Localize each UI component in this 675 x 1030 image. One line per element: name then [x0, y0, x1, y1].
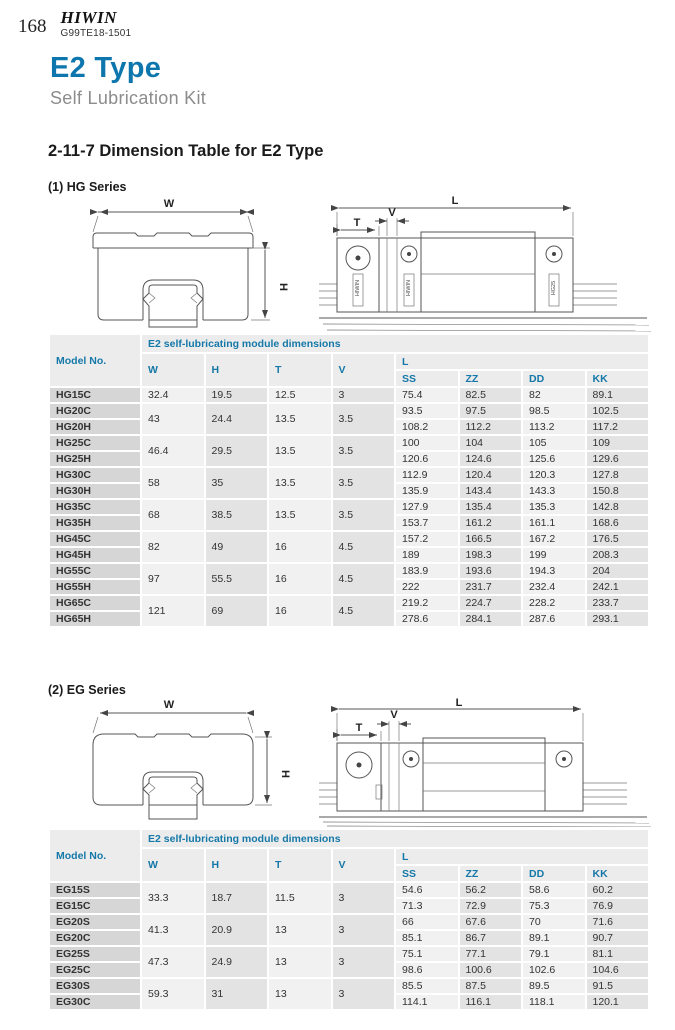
l-dim-cell: 231.7 [459, 579, 523, 595]
l-dim-cell: 89.1 [586, 387, 650, 403]
col-header-t: T [268, 353, 332, 387]
whtv-dim-cell: 58 [141, 467, 205, 499]
l-dim-cell: 114.1 [395, 994, 459, 1010]
model-no-cell: HG45C [49, 531, 141, 547]
l-dim-cell: 278.6 [395, 611, 459, 627]
col-header-zz: ZZ [459, 370, 523, 387]
l-dim-cell: 85.1 [395, 930, 459, 946]
whtv-dim-cell: 55.5 [205, 563, 269, 595]
l-dim-cell: 56.2 [459, 882, 523, 898]
l-dim-cell: 82 [522, 387, 586, 403]
l-dim-cell: 113.2 [522, 419, 586, 435]
eg-series-label: (2) EG Series [48, 683, 126, 697]
whtv-dim-cell: 3 [332, 978, 396, 1010]
model-no-cell: HG55H [49, 579, 141, 595]
whtv-dim-cell: 3 [332, 946, 396, 978]
l-dim-cell: 75.4 [395, 387, 459, 403]
table-row [49, 882, 649, 898]
whtv-dim-cell: 24.4 [205, 403, 269, 435]
l-dim-cell: 233.7 [586, 595, 650, 611]
model-no-cell: HG30C [49, 467, 141, 483]
whtv-dim-cell: 121 [141, 595, 205, 627]
whtv-dim-cell: 13.5 [268, 467, 332, 499]
table-row [49, 914, 649, 930]
l-dim-cell: 100 [395, 435, 459, 451]
whtv-dim-cell: 4.5 [332, 595, 396, 627]
whtv-dim-cell: 16 [268, 531, 332, 563]
dim-label-w: W [163, 198, 175, 210]
whtv-dim-cell: 41.3 [141, 914, 205, 946]
table-row [49, 595, 649, 611]
model-no-cell: HG65C [49, 595, 141, 611]
l-dim-cell: 66 [395, 914, 459, 930]
model-no-cell: EG30C [49, 994, 141, 1010]
whtv-dim-cell: 13 [268, 946, 332, 978]
l-dim-cell: 79.1 [522, 946, 586, 962]
col-header-kk: KK [586, 865, 650, 882]
whtv-dim-cell: 13 [268, 914, 332, 946]
l-dim-cell: 86.7 [459, 930, 523, 946]
l-dim-cell: 125.6 [522, 451, 586, 467]
l-dim-cell: 167.2 [522, 531, 586, 547]
l-dim-cell: 198.3 [459, 547, 523, 563]
whtv-dim-cell: 24.9 [205, 946, 269, 978]
l-dim-cell: 71.3 [395, 898, 459, 914]
l-dim-cell: 193.6 [459, 563, 523, 579]
col-header-zz: ZZ [459, 865, 523, 882]
col-header-v: V [332, 848, 396, 882]
page-header [18, 8, 131, 39]
whtv-dim-cell: 13 [268, 978, 332, 1010]
l-dim-cell: 168.6 [586, 515, 650, 531]
l-dim-cell: 284.1 [459, 611, 523, 627]
l-dim-cell: 112.9 [395, 467, 459, 483]
l-dim-cell: 242.1 [586, 579, 650, 595]
col-header-dd: DD [522, 865, 586, 882]
dim-label-t: T [355, 722, 363, 734]
whtv-dim-cell: 3.5 [332, 467, 396, 499]
l-dim-cell: 100.6 [459, 962, 523, 978]
col-header-model: Model No. [49, 334, 141, 387]
l-dim-cell: 76.9 [586, 898, 650, 914]
whtv-dim-cell: 31 [205, 978, 269, 1010]
whtv-dim-cell: 68 [141, 499, 205, 531]
col-header-dd: DD [522, 370, 586, 387]
hg-diagrams [52, 194, 652, 332]
col-header-t: T [268, 848, 332, 882]
whtv-dim-cell: 32.4 [141, 387, 205, 403]
l-dim-cell: 166.5 [459, 531, 523, 547]
whtv-dim-cell: 20.9 [205, 914, 269, 946]
col-header-v: V [332, 353, 396, 387]
l-dim-cell: 208.3 [586, 547, 650, 563]
l-dim-cell: 116.1 [459, 994, 523, 1010]
table-row [49, 946, 649, 962]
l-dim-cell: 60.2 [586, 882, 650, 898]
document-code: G99TE18-1501 [60, 28, 132, 39]
table-row [49, 387, 649, 403]
l-dim-cell: 54.6 [395, 882, 459, 898]
whtv-dim-cell: 38.5 [205, 499, 269, 531]
whtv-dim-cell: 4.5 [332, 531, 396, 563]
l-dim-cell: 97.5 [459, 403, 523, 419]
l-dim-cell: 183.9 [395, 563, 459, 579]
whtv-dim-cell: 46.4 [141, 435, 205, 467]
model-no-cell: HG35H [49, 515, 141, 531]
whtv-dim-cell: 16 [268, 563, 332, 595]
l-dim-cell: 93.5 [395, 403, 459, 419]
col-header-group: E2 self-lubricating module dimensions [141, 829, 649, 848]
l-dim-cell: 90.7 [586, 930, 650, 946]
l-dim-cell: 71.6 [586, 914, 650, 930]
table-row [49, 467, 649, 483]
l-dim-cell: 222 [395, 579, 459, 595]
model-no-cell: EG20S [49, 914, 141, 930]
model-no-cell: HG65H [49, 611, 141, 627]
block-label-hg25: HG25 [551, 280, 557, 296]
l-dim-cell: 72.9 [459, 898, 523, 914]
l-dim-cell: 87.5 [459, 978, 523, 994]
l-dim-cell: 189 [395, 547, 459, 563]
model-no-cell: EG15S [49, 882, 141, 898]
l-dim-cell: 75.3 [522, 898, 586, 914]
l-dim-cell: 161.2 [459, 515, 523, 531]
hg-front-view-drawing [52, 194, 297, 332]
table-row [49, 531, 649, 547]
hg-dimension-table [48, 333, 650, 628]
dim-label-l: L [455, 697, 463, 709]
l-dim-cell: 150.8 [586, 483, 650, 499]
col-header-l: L [395, 848, 649, 865]
l-dim-cell: 98.6 [395, 962, 459, 978]
col-header-w: W [141, 848, 205, 882]
whtv-dim-cell: 49 [205, 531, 269, 563]
whtv-dim-cell: 3 [332, 387, 396, 403]
eg-front-view-drawing [52, 697, 297, 827]
col-header-h: H [205, 353, 269, 387]
l-dim-cell: 142.8 [586, 499, 650, 515]
model-no-cell: HG25C [49, 435, 141, 451]
l-dim-cell: 75.1 [395, 946, 459, 962]
col-header-ss: SS [395, 865, 459, 882]
model-no-cell: HG15C [49, 387, 141, 403]
whtv-dim-cell: 3.5 [332, 403, 396, 435]
hg-side-view-drawing [317, 194, 652, 332]
l-dim-cell: 108.2 [395, 419, 459, 435]
l-dim-cell: 70 [522, 914, 586, 930]
l-dim-cell: 199 [522, 547, 586, 563]
whtv-dim-cell: 4.5 [332, 563, 396, 595]
whtv-dim-cell: 13.5 [268, 403, 332, 435]
l-dim-cell: 129.6 [586, 451, 650, 467]
whtv-dim-cell: 3.5 [332, 499, 396, 531]
l-dim-cell: 102.6 [522, 962, 586, 978]
l-dim-cell: 109 [586, 435, 650, 451]
model-no-cell: EG20C [49, 930, 141, 946]
dim-label-v: V [390, 709, 398, 721]
l-dim-cell: 117.2 [586, 419, 650, 435]
l-dim-cell: 67.6 [459, 914, 523, 930]
l-dim-cell: 124.6 [459, 451, 523, 467]
l-dim-cell: 85.5 [395, 978, 459, 994]
page-number: 168 [18, 16, 47, 37]
whtv-dim-cell: 3 [332, 882, 396, 914]
l-dim-cell: 120.3 [522, 467, 586, 483]
l-dim-cell: 127.9 [395, 499, 459, 515]
model-no-cell: HG45H [49, 547, 141, 563]
l-dim-cell: 105 [522, 435, 586, 451]
l-dim-cell: 157.2 [395, 531, 459, 547]
l-dim-cell: 153.7 [395, 515, 459, 531]
l-dim-cell: 89.1 [522, 930, 586, 946]
whtv-dim-cell: 69 [205, 595, 269, 627]
model-no-cell: HG20H [49, 419, 141, 435]
l-dim-cell: 228.2 [522, 595, 586, 611]
l-dim-cell: 176.5 [586, 531, 650, 547]
model-no-cell: EG25S [49, 946, 141, 962]
block-label-hiwin: HIWIN [355, 279, 361, 297]
l-dim-cell: 194.3 [522, 563, 586, 579]
l-dim-cell: 287.6 [522, 611, 586, 627]
l-dim-cell: 82.5 [459, 387, 523, 403]
l-dim-cell: 135.4 [459, 499, 523, 515]
l-dim-cell: 224.7 [459, 595, 523, 611]
l-dim-cell: 77.1 [459, 946, 523, 962]
l-dim-cell: 143.3 [522, 483, 586, 499]
col-header-group: E2 self-lubricating module dimensions [141, 334, 649, 353]
model-no-cell: HG35C [49, 499, 141, 515]
section-heading: 2-11-7 Dimension Table for E2 Type [48, 142, 324, 160]
model-no-cell: EG25C [49, 962, 141, 978]
whtv-dim-cell: 16 [268, 595, 332, 627]
l-dim-cell: 127.8 [586, 467, 650, 483]
dim-label-v: V [388, 207, 396, 219]
l-dim-cell: 89.5 [522, 978, 586, 994]
l-dim-cell: 104.6 [586, 962, 650, 978]
l-dim-cell: 120.6 [395, 451, 459, 467]
title-block [50, 52, 206, 109]
l-dim-cell: 293.1 [586, 611, 650, 627]
table-row [49, 499, 649, 515]
l-dim-cell: 120.4 [459, 467, 523, 483]
whtv-dim-cell: 97 [141, 563, 205, 595]
eg-side-view-drawing [317, 697, 652, 827]
whtv-dim-cell: 18.7 [205, 882, 269, 914]
model-no-cell: HG20C [49, 403, 141, 419]
whtv-dim-cell: 12.5 [268, 387, 332, 403]
col-header-l: L [395, 353, 649, 370]
l-dim-cell: 91.5 [586, 978, 650, 994]
model-no-cell: HG25H [49, 451, 141, 467]
l-dim-cell: 135.9 [395, 483, 459, 499]
col-header-ss: SS [395, 370, 459, 387]
page-subtitle: Self Lubrication Kit [50, 88, 207, 108]
hg-series-label: (1) HG Series [48, 180, 127, 194]
model-no-cell: EG30S [49, 978, 141, 994]
whtv-dim-cell: 3.5 [332, 435, 396, 467]
l-dim-cell: 102.5 [586, 403, 650, 419]
whtv-dim-cell: 19.5 [205, 387, 269, 403]
l-dim-cell: 58.6 [522, 882, 586, 898]
eg-dimension-table [48, 828, 650, 1011]
dim-label-h: H [279, 770, 291, 778]
whtv-dim-cell: 13.5 [268, 435, 332, 467]
table-row [49, 403, 649, 419]
l-dim-cell: 104 [459, 435, 523, 451]
block-label-hiwin: HIWIN [406, 279, 412, 297]
col-header-w: W [141, 353, 205, 387]
table-row [49, 435, 649, 451]
dim-label-h: H [277, 283, 289, 291]
l-dim-cell: 143.4 [459, 483, 523, 499]
l-dim-cell: 120.1 [586, 994, 650, 1010]
l-dim-cell: 98.5 [522, 403, 586, 419]
brand-block [61, 8, 132, 39]
l-dim-cell: 135.3 [522, 499, 586, 515]
dim-label-t: T [353, 217, 361, 229]
whtv-dim-cell: 43 [141, 403, 205, 435]
whtv-dim-cell: 47.3 [141, 946, 205, 978]
l-dim-cell: 112.2 [459, 419, 523, 435]
col-header-h: H [205, 848, 269, 882]
col-header-model: Model No. [49, 829, 141, 882]
whtv-dim-cell: 3 [332, 914, 396, 946]
l-dim-cell: 204 [586, 563, 650, 579]
whtv-dim-cell: 33.3 [141, 882, 205, 914]
eg-diagrams [52, 697, 652, 827]
model-no-cell: EG15C [49, 898, 141, 914]
l-dim-cell: 219.2 [395, 595, 459, 611]
l-dim-cell: 118.1 [522, 994, 586, 1010]
whtv-dim-cell: 29.5 [205, 435, 269, 467]
l-dim-cell: 161.1 [522, 515, 586, 531]
whtv-dim-cell: 35 [205, 467, 269, 499]
l-dim-cell: 81.1 [586, 946, 650, 962]
whtv-dim-cell: 13.5 [268, 499, 332, 531]
whtv-dim-cell: 59.3 [141, 978, 205, 1010]
table-row [49, 563, 649, 579]
dim-label-l: L [451, 195, 459, 207]
whtv-dim-cell: 82 [141, 531, 205, 563]
page-title: E2 Type [50, 52, 162, 84]
l-dim-cell: 232.4 [522, 579, 586, 595]
col-header-kk: KK [586, 370, 650, 387]
table-row [49, 978, 649, 994]
hiwin-logo: HIWIN [60, 8, 117, 27]
model-no-cell: HG55C [49, 563, 141, 579]
model-no-cell: HG30H [49, 483, 141, 499]
dim-label-w: W [163, 699, 175, 711]
whtv-dim-cell: 11.5 [268, 882, 332, 914]
